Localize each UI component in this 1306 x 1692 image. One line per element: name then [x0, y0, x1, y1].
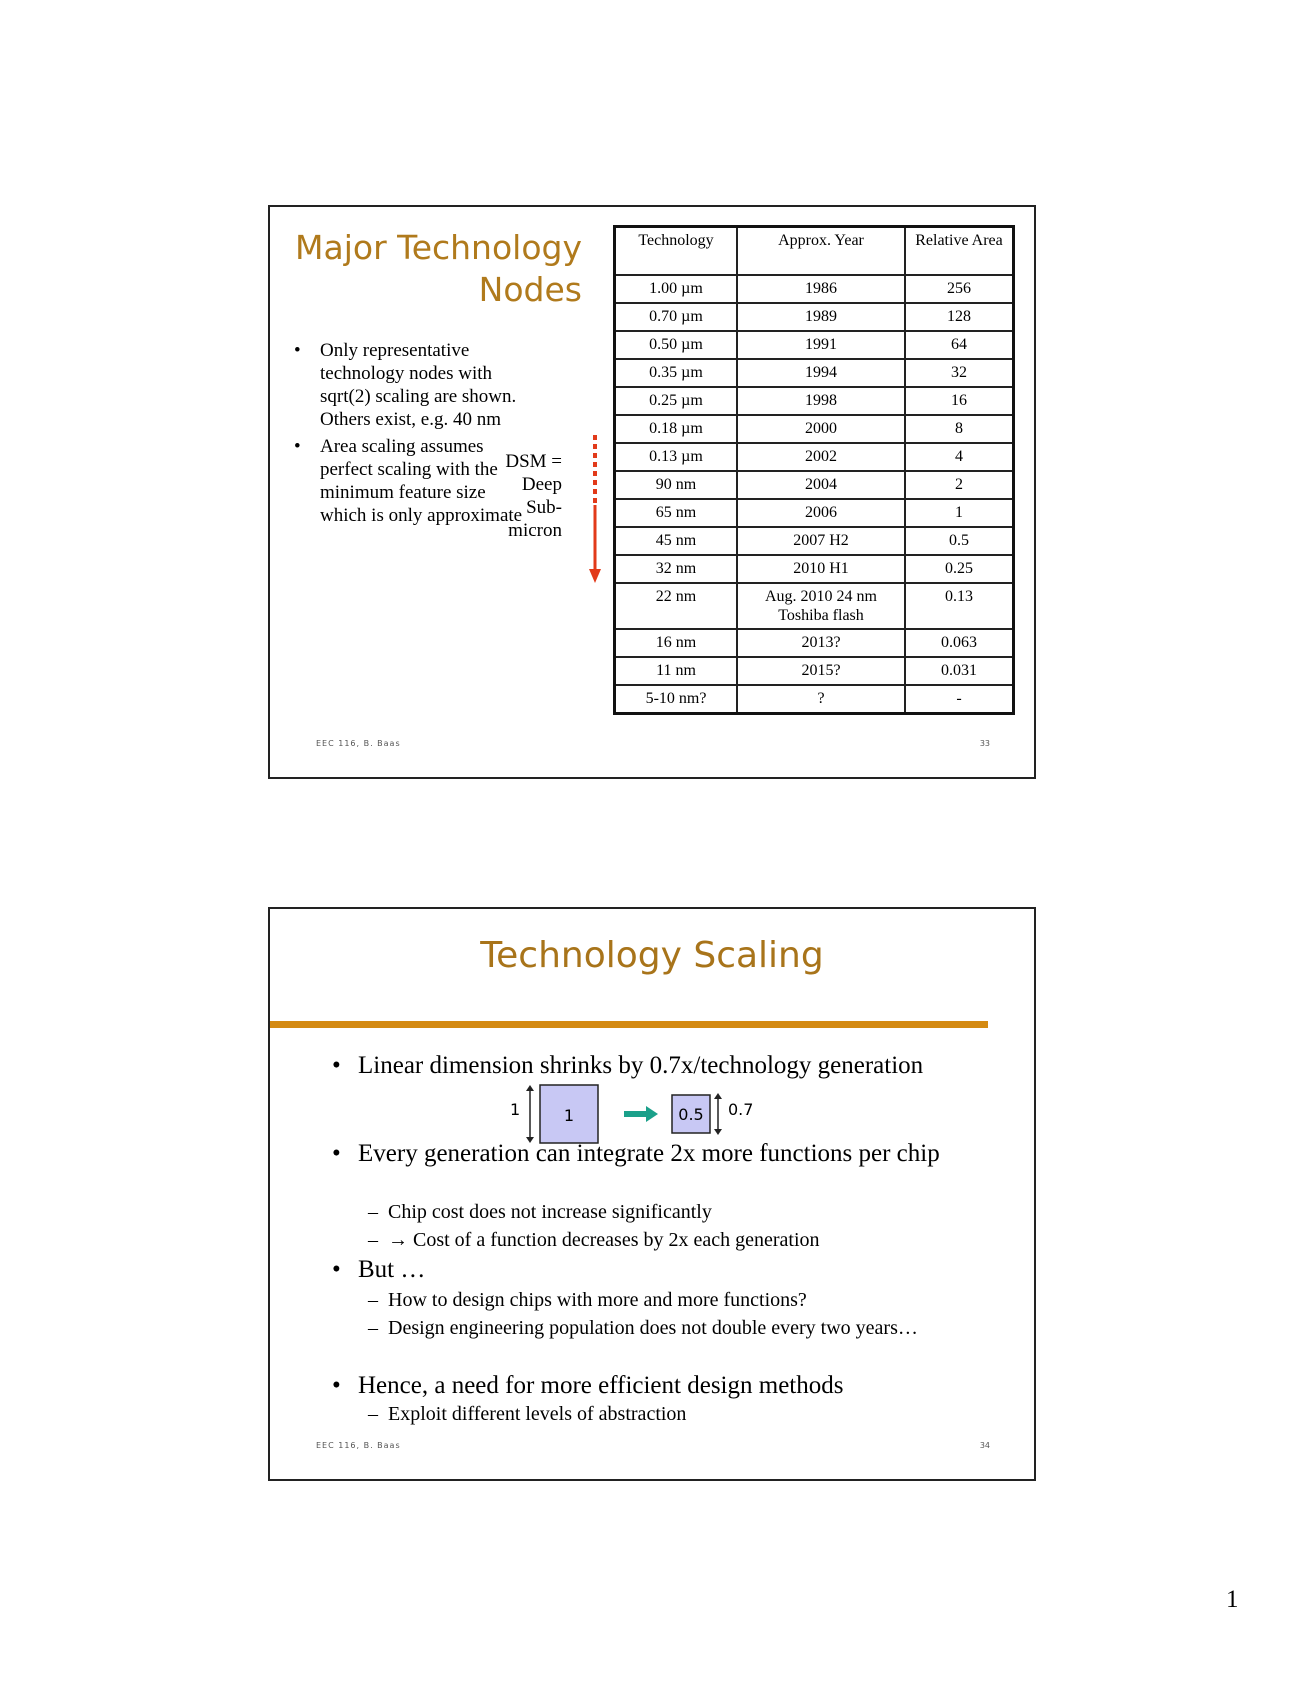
table-row: [615, 555, 1014, 583]
header-technology: Technology: [615, 227, 738, 276]
table-cell: ?: [737, 685, 905, 714]
table-row: [615, 629, 1014, 657]
title-line-2: Nodes: [478, 270, 582, 309]
slide-footer-author: EEC 116, B. Baas: [316, 739, 401, 748]
sub-bullet-text: How to design chips with more and more functions?: [388, 1289, 807, 1311]
table-cell: 16 nm: [615, 629, 738, 657]
table-row: [615, 415, 1014, 443]
sub-bullet-text: Design engineering population does not double every two years…: [388, 1317, 918, 1339]
dsm-line: Deep: [521, 474, 562, 495]
bullet-dot: •: [332, 1256, 341, 1283]
table-row: [615, 471, 1014, 499]
table-cell: 0.13: [905, 583, 1014, 629]
dsm-line: micron: [508, 520, 562, 541]
dsm-line: DSM =: [505, 451, 562, 472]
table-cell: 2010 H1: [737, 555, 905, 583]
slide-major-technology-nodes: [268, 205, 1036, 779]
dsm-label: [496, 450, 562, 542]
table-cell: 2: [905, 471, 1014, 499]
table-cell: 128: [905, 303, 1014, 331]
table-cell: -: [905, 685, 1014, 714]
table-cell: 0.50 µm: [615, 331, 738, 359]
table-cell: 65 nm: [615, 499, 738, 527]
bullet-item: • Area scaling assumes perfect scaling with the minimum feature size which is only approximate: [292, 435, 532, 527]
table-cell: 32 nm: [615, 555, 738, 583]
big-dimension-label: 1: [510, 1100, 521, 1119]
table-header-row: [615, 227, 1014, 276]
table-cell: 0.18 µm: [615, 415, 738, 443]
page-number: 1: [1226, 1586, 1239, 1613]
big-square-label: 1: [563, 1106, 575, 1125]
table-cell: 45 nm: [615, 527, 738, 555]
slide-footer-number: 33: [979, 739, 990, 748]
header-relative-area: Relative Area: [905, 227, 1014, 276]
table-row: [615, 303, 1014, 331]
header-approx-year: Approx. Year: [737, 227, 905, 276]
big-dimension-arrow-icon: [526, 1085, 534, 1143]
sub-bullet-dash: –: [368, 1289, 378, 1311]
table-cell: 1989: [737, 303, 905, 331]
sub-bullet-text: Exploit different levels of abstraction: [388, 1403, 687, 1425]
table-cell: Aug. 2010 24 nm Toshiba flash: [737, 583, 905, 629]
bullet-text: Every generation can integrate 2x more functions per chip: [358, 1140, 940, 1167]
table-cell: 0.25 µm: [615, 387, 738, 415]
table-cell: 0.063: [905, 629, 1014, 657]
scaling-diagram: [510, 1083, 770, 1147]
table-cell: 11 nm: [615, 657, 738, 685]
slide-title: [284, 227, 582, 311]
table-cell: 2007 H2: [737, 527, 905, 555]
table-cell: 32: [905, 359, 1014, 387]
table-row: [615, 583, 1014, 629]
table-cell: 1991: [737, 331, 905, 359]
bullet-item: • Only representative technology nodes with sqrt(2) scaling are shown. Others exist, e.g. 40 nm: [292, 339, 532, 431]
table-cell: 16: [905, 387, 1014, 415]
table-cell: 64: [905, 331, 1014, 359]
table-cell: 0.5: [905, 527, 1014, 555]
table-cell: 0.25: [905, 555, 1014, 583]
slide-technology-scaling: [268, 907, 1036, 1481]
table-cell: 4: [905, 443, 1014, 471]
title-line-1: Major Technology: [295, 228, 582, 267]
dsm-arrow-icon: [588, 433, 602, 585]
table-cell: 0.70 µm: [615, 303, 738, 331]
technology-nodes-table: [613, 225, 1015, 715]
small-dimension-arrow-icon: [714, 1093, 722, 1135]
table-row: [615, 685, 1014, 714]
table-row: [615, 499, 1014, 527]
table-row: [615, 275, 1014, 303]
slide-footer-number: 34: [979, 1441, 990, 1450]
sub-bullet-text: → Cost of a function decreases by 2x each generation: [388, 1229, 820, 1251]
bullet-text: But …: [358, 1256, 426, 1283]
slide-footer-author: EEC 116, B. Baas: [316, 1441, 401, 1450]
table-row: [615, 657, 1014, 685]
bullet-text: Hence, a need for more efficient design methods: [358, 1372, 844, 1399]
table-cell: 1994: [737, 359, 905, 387]
table-cell: 2004: [737, 471, 905, 499]
table-cell: 90 nm: [615, 471, 738, 499]
table-row: [615, 387, 1014, 415]
table-cell: 5-10 nm?: [615, 685, 738, 714]
title-divider: [270, 1021, 988, 1028]
table-cell: 22 nm: [615, 583, 738, 629]
table-cell: 1986: [737, 275, 905, 303]
table-cell: 1: [905, 499, 1014, 527]
table-cell: 256: [905, 275, 1014, 303]
table-cell: 0.031: [905, 657, 1014, 685]
table-row: [615, 443, 1014, 471]
bullet-dot: •: [332, 1140, 341, 1167]
table-cell: 2013?: [737, 629, 905, 657]
table-cell: 2000: [737, 415, 905, 443]
sub-bullet-dash: –: [368, 1317, 378, 1339]
table-row: [615, 359, 1014, 387]
slide-title: Technology Scaling: [480, 935, 824, 976]
table-cell: 0.35 µm: [615, 359, 738, 387]
sub-bullet-text: Chip cost does not increase significantly: [388, 1201, 712, 1223]
table-cell: 1998: [737, 387, 905, 415]
bullet-dot: •: [332, 1372, 341, 1399]
sub-bullet-dash: –: [368, 1201, 378, 1223]
table-row: [615, 331, 1014, 359]
bullet-text: Linear dimension shrinks by 0.7x/technology generation: [358, 1052, 924, 1079]
table-cell: 2006: [737, 499, 905, 527]
dsm-line: Sub-: [526, 497, 562, 518]
table-row: [615, 527, 1014, 555]
table-cell: 1.00 µm: [615, 275, 738, 303]
sub-bullet-dash: –: [368, 1229, 378, 1251]
table-cell: 8: [905, 415, 1014, 443]
table-cell: 2015?: [737, 657, 905, 685]
table-cell: 0.13 µm: [615, 443, 738, 471]
small-square-label: 0.5: [678, 1105, 704, 1124]
table-cell: 2002: [737, 443, 905, 471]
bullet-dot: •: [332, 1052, 341, 1079]
sub-bullet-dash: –: [368, 1403, 378, 1425]
arrow-right-icon: [624, 1106, 658, 1122]
small-dimension-label: 0.7: [728, 1100, 754, 1119]
